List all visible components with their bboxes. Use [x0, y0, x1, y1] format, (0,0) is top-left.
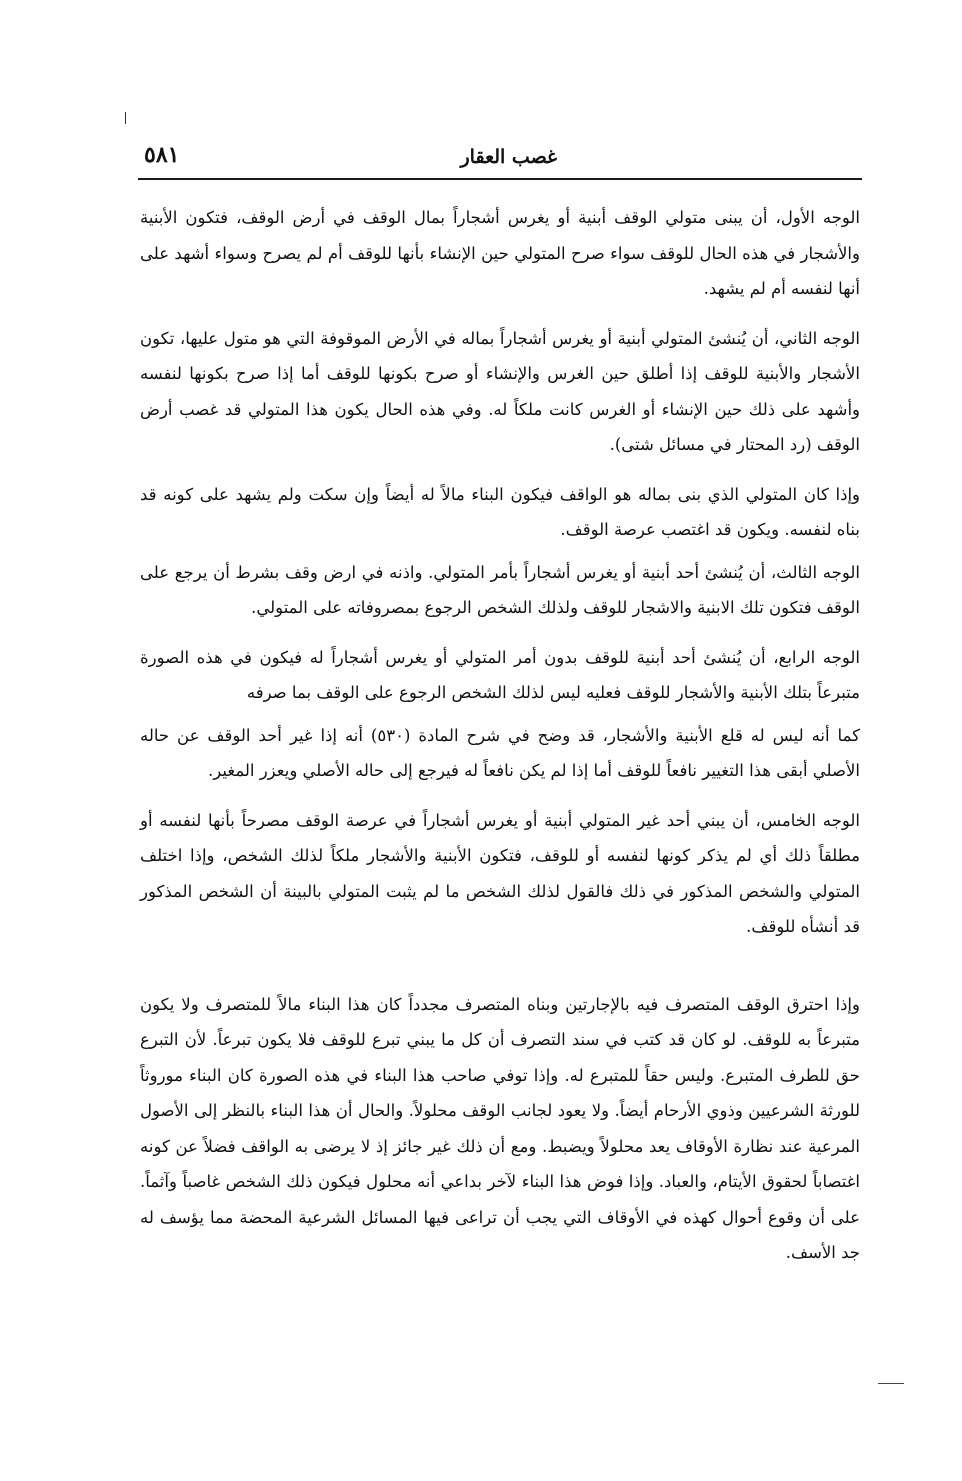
- page-number: ٥٨١: [144, 142, 180, 168]
- footer-mark: [878, 1383, 904, 1384]
- paragraph-third-case: الوجه الثالث، أن يُنشئ أحد أبنية أو يغرس أشجاراً بأمر المتولي. واذنه في ارض وقف بشرط أن يرجع على الوقف فتكون تلك الابنية والاشجار للوقف ولذلك الشخص الرجوع بمصروفاته على المتولي.: [140, 562, 860, 617]
- body-text: [140, 200, 860, 1271]
- paragraph-fifth-case: الوجه الخامس، أن يبني أحد غير المتولي أبنية أو يغرس أشجاراً في عرصة الوقف مصرحاً بأنها لنفسه أو مطلقاً ذلك أي لم يذكر كونها لنفسه أو للوقف، فتكون الأبنية والأشجار ملكاً لذلك الشخص، وإذا اختلف المتولي والشخص المذكور في ذلك فالقول لذلك الشخص ما لم يثبت المتولي بالبينة أن الشخص المذكور قد أنشأه للوقف.: [140, 810, 860, 936]
- running-title: غصب العقار: [460, 146, 557, 168]
- paragraph-fourth-case: الوجه الرابع، أن يُنشئ أحد أبنية للوقف بدون أمر المتولي أو يغرس أشجاراً له فيكون في هذه الصورة متبرعاً بتلك الأبنية والأشجار للوقف فعليه ليس لذلك الشخص الرجوع على الوقف بما صرفه: [140, 647, 860, 702]
- paragraph-fourth-case-continued: كما أنه ليس له قلع الأبنية والأشجار، قد وضح في شرح المادة (٥٣٠) أنه إذا غير أحد الوقف عن حاله الأصلي أبقى هذا التغيير نافعاً للوقف أما إذا لم يكن نافعاً له فيرجع إلى حاله الأصلي ويعزر المغير.: [140, 725, 860, 780]
- paragraph-second-case: الوجه الثاني، أن يُنشئ المتولي أبنية أو يغرس أشجاراً بماله في الأرض الموقوفة التي هو متول عليها، تكون الأشجار والأبنية للوقف إذا أطلق حين الغرس والإنشاء أو صرح بكونها للوقف أما إذا صرح بكونها لنفسه وأشهد على ذلك حين الإنشاء أو الغرس كانت ملكاً له. وفي هذه الحال يكون هذا المتولي قد غصب أرض الوقف (رد المحتار في مسائل شتى).: [140, 328, 860, 454]
- paragraph-founder-note: وإذا كان المتولي الذي بنى بماله هو الواقف فيكون البناء مالاً له أيضاً وإن سكت ولم يشهد على كونه قد بناه لنفسه. ويكون قد اغتصب عرصة الوقف.: [140, 484, 860, 539]
- paragraph-first-case: الوجه الأول، أن يبنى متولي الوقف أبنية أو يغرس أشجاراً بمال الوقف في أرض الوقف، فتكون الأبنية والأشجار في هذه الحال للوقف سواء صرح المتولي حين الإنشاء بأنها للوقف أم لم يصرح وسواء أشهد على أنها لنفسه أم لم يشهد.: [140, 208, 860, 298]
- margin-mark: [125, 112, 126, 124]
- paragraph-ijaratayn-note: وإذا احترق الوقف المتصرف فيه بالإجارتين وبناه المتصرف مجدداً كان هذا البناء مالاً للمتصرف ولا يكون متبرعاً به للوقف. لو كان قد كتب في سند التصرف أن كل ما يبني تبرع للوقف فلا يكون تبرعاً. لأن التبرع حق للطرف المتبرع. وليس حقاً للمتبرع له. وإذا توفي صاحب هذا البناء في هذه الصورة كان البناء موروثاً للورثة الشرعيين وذوي الأرحام أيضاً. ولا يعود لجانب الوقف محلولاً. والحال أن هذا البناء بالنظر إلى الأصول المرعية عند نظارة الأوقاف يعد محلولاً ويضبط. ومع أن ذلك غير جائز إذ لا يرضى به الواقف فضلاً عن كونه اغتصاباً لحقوق الأيتام، والعباد. وإذا فوض هذا البناء لآخر بداعي أنه محلول فيكون ذلك الشخص غاصباً وآثماً. على أن وقوع أحوال كهذه في الأوقاف التي يجب أن تراعى فيها المسائل الشرعية المحضة مما يؤسف له جد الأسف.: [140, 994, 860, 1262]
- running-header: [138, 140, 862, 180]
- header-rule: [138, 178, 862, 180]
